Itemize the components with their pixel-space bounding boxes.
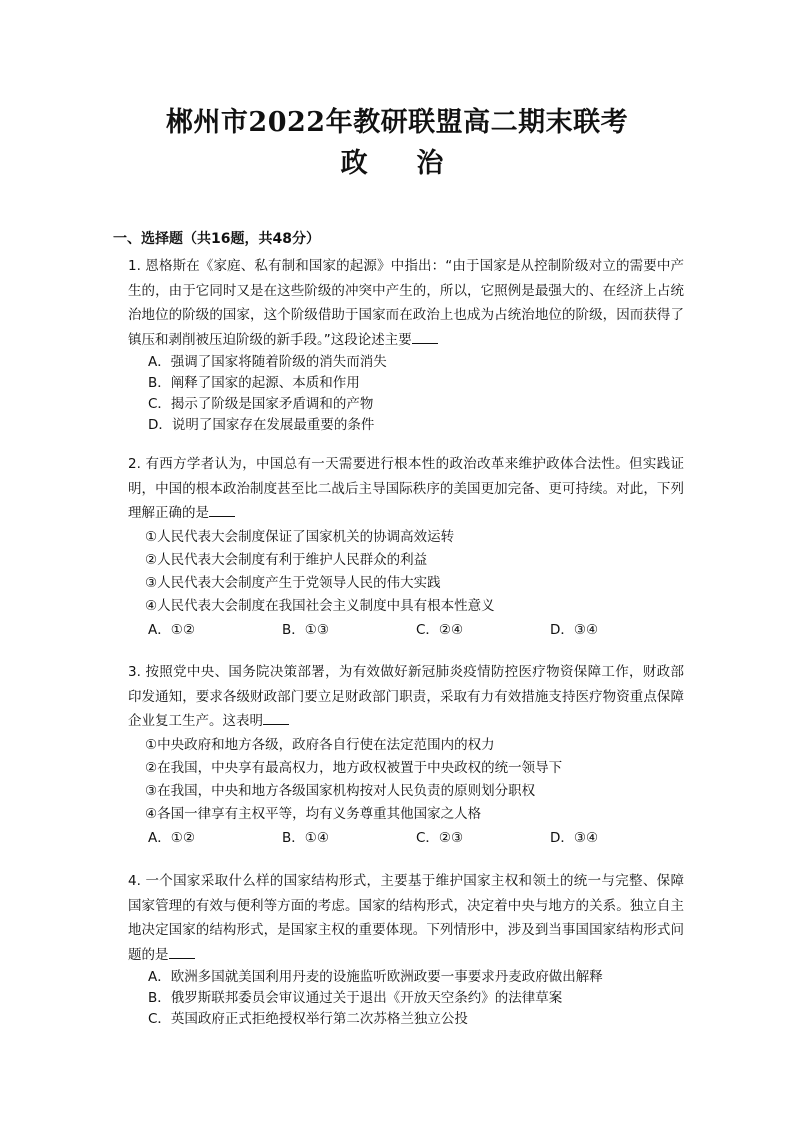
option-a: A．①② — [148, 621, 195, 638]
option-a: A．欧洲多国就美国利用丹麦的设施监听欧洲政要一事要求丹麦政府做出解释 — [148, 969, 603, 985]
statement-4: ④人民代表大会制度在我国社会主义制度中具有根本性意义 — [145, 597, 495, 614]
options-row — [128, 826, 684, 850]
statement-2: ②人民代表大会制度有利于维护人民群众的利益 — [145, 551, 428, 568]
question-stem: 4. 一个国家采取什么样的国家结构形式，主要基于维护国家主权和领土的统一与完整、保障国家管理的有效与便利等方面的考虑。国家的结构形式，决定着中央与地方的关系。独立自主地决定国家的结构形式，是国家主权的重要体现。下列情形中，涉及到当事国国家结构形式问题的是 — [128, 873, 684, 963]
question-1 — [128, 254, 684, 436]
statement-2: ②在我国，中央享有最高权力，地方政权被置于中央政权的统一领导下 — [145, 759, 563, 776]
option-d: D．③④ — [550, 621, 599, 638]
option-b: B．俄罗斯联邦委员会审议通过关于退出《开放天空条约》的法律草案 — [148, 990, 563, 1006]
question-stem: 2. 有西方学者认为，中国总有一天需要进行根本性的政治改革来维护政体合法性。但实践证明，中国的根本政治制度甚至比二战后主导国际秩序的美国更加完备、更可持续。对此，下列理解正确的是 — [128, 456, 684, 521]
answer-blank — [209, 504, 235, 517]
option-c: C．英国政府正式拒绝授权举行第二次苏格兰独立公投 — [148, 1011, 468, 1027]
statement-3: ③在我国，中央和地方各级国家机构按对人民负责的原则划分职权 — [145, 782, 536, 799]
statement-3: ③人民代表大会制度产生于党领导人民的伟大实践 — [145, 574, 441, 591]
question-stem: 1. 恩格斯在《家庭、私有制和国家的起源》中指出：“由于国家是从控制阶级对立的需要中产生的，由于它同时又是在这些阶级的冲突中产生的，所以，它照例是最强大的、在经济上占统治地位的阶级的国家，这个阶级借助于国家而在政治上也成为占统治地位的阶级，因而获得了镇压和剥削被压迫阶级的新手段。”这段论述主要 — [128, 258, 684, 348]
section-heading: 一、选择题（共16题，共48分） — [113, 231, 320, 247]
option-c: C．②④ — [416, 621, 464, 638]
subject-title: 政 治 — [340, 148, 454, 179]
answer-blank — [263, 712, 289, 725]
option-b: B．①③ — [282, 621, 329, 638]
question-3 — [128, 660, 684, 850]
statement-4: ④各国一律享有主权平等，均有义务尊重其他国家之人格 — [145, 805, 482, 822]
answer-blank — [169, 946, 195, 959]
statement-1: ①中央政府和地方各级，政府各自行使在法定范围内的权力 — [145, 736, 495, 753]
statement-1: ①人民代表大会制度保证了国家机关的协调高效运转 — [145, 528, 455, 545]
options-row — [128, 618, 684, 642]
exam-title: 郴州市2022年教研联盟高二期末联考 — [165, 107, 629, 138]
question-2 — [128, 452, 684, 642]
option-b: B．阐释了国家的起源、本质和作用 — [148, 375, 360, 391]
answer-blank — [412, 331, 438, 344]
question-stem: 3. 按照党中央、国务院决策部署，为有效做好新冠肺炎疫情防控医疗物资保障工作，财政部印发通知，要求各级财政部门要立足财政部门职责，采取有力有效措施支持医疗物资重点保障企业复工生产。这表明 — [128, 664, 684, 729]
option-d: D．③④ — [550, 829, 599, 846]
option-d: D．说明了国家存在发展最重要的条件 — [148, 417, 375, 433]
question-4 — [128, 869, 684, 1030]
option-c: C．②③ — [416, 829, 464, 846]
option-c: C．揭示了阶级是国家矛盾调和的产物 — [148, 396, 374, 412]
option-b: B．①④ — [282, 829, 329, 846]
option-a: A．强调了国家将随着阶级的消失而消失 — [148, 354, 387, 370]
option-a: A．①② — [148, 829, 195, 846]
